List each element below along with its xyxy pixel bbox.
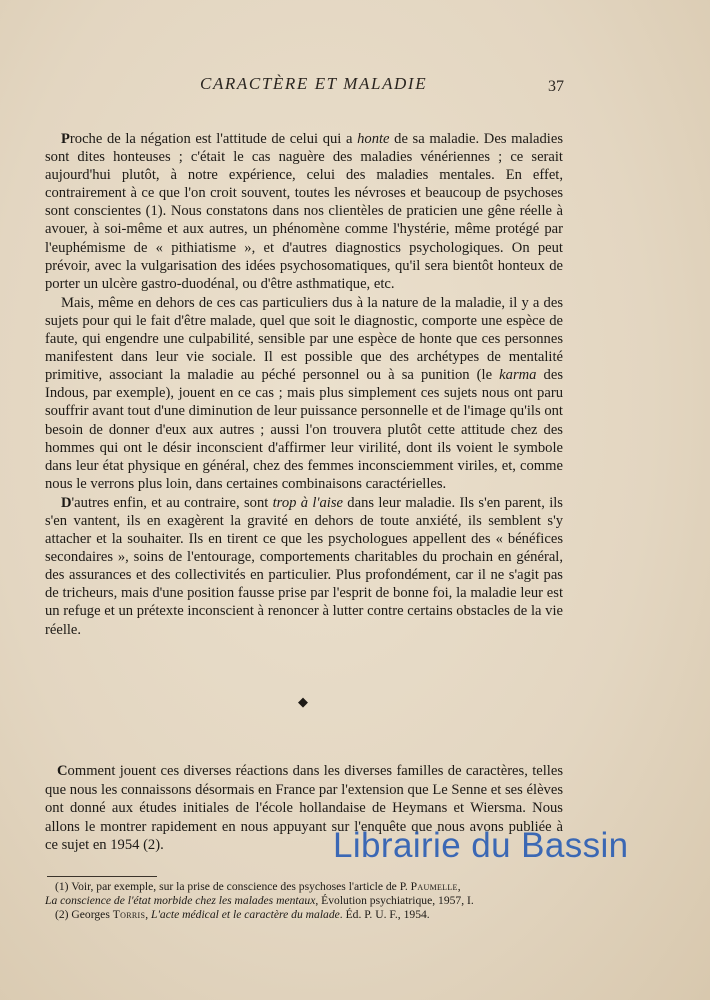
page-number: 37 [548, 78, 564, 95]
footnote-1 [45, 880, 563, 908]
drop-letter: C [57, 763, 68, 779]
emphasis: honte [357, 131, 390, 147]
footnotes [45, 880, 563, 923]
main-text [45, 130, 563, 639]
section-separator-icon: ◆ [298, 695, 308, 710]
drop-letter: D [61, 494, 72, 511]
watermark: Librairie du Bassin [333, 826, 629, 865]
paragraph-text: Mais, même en dehors de ces cas particuliers dus à la nature de la maladie, il y a des sujets pour qui le fait d'être malade, quel que soit le diagnostic, comporte une espèce de faute, qui engendre une culpabilité, sensible par une espèce de honte que ces personnes manifestent dans leur vie sociale. Il est possible que des archétypes de mentalité primitive, associant la maladie au péché personnel ou à sa punition (le [45, 294, 563, 384]
footnote-text: , [457, 880, 461, 893]
emphasis: trop à l'aise [272, 494, 343, 511]
running-head [0, 74, 710, 98]
footnote-author: Torris [112, 908, 146, 922]
footnote-title: L'acte médical et le caractère du malade [151, 908, 340, 922]
footnote-text: (1) Voir, par exemple, sur la prise de conscience des psychoses l'article de P. [55, 880, 411, 893]
drop-letter: P [61, 131, 70, 147]
footnote-2 [45, 908, 563, 922]
footnote-rule [47, 876, 157, 877]
paragraph-text: des Indous, par exemple), jouent en ce cas ; mais plus simplement ces sujets nous ont paru souffrir avant tout d'une diminution de leur puissance personnelle et de l'image qu'ils ont besoin de donner d'eux aux autres ; aussi l'on trouvera plutôt cette attitude chez des hommes qui ont le désir inconscient d'affirmer leur virilité, dont ils voient le symbole dans leur état physique en général, chez des femmes inconsciemment viriles, et, comme nous le verrons plus loin, dans certaines combinaisons caractérielles. [45, 367, 564, 492]
paragraph-text: 'autres enfin, et au contraire, sont [71, 494, 273, 511]
footnote-text: , [145, 908, 151, 922]
paragraph-text: dans leur maladie. Ils s'en parent, ils s'en vantent, ils en exagèrent la gravité en dehors de toute anxiété, ils semblent s'y attacher et la souhaiter. Ils en tirent ce que les psychologues appellent des « bénéfices secondaires », soins de l'entourage, comportements charitables du prochain en général, des assurances et des collectivités en particulier. Plus profondément, car il ne s'agit pas de tricheurs, mais d'une position fausse prise par l'esprit de bonne foi, la maladie leur est un refuge et un prétexte inconscient à renoncer à lutter contre certains obstacles de la vie réelle. [45, 494, 563, 638]
paragraph-guilt [45, 294, 563, 493]
footnote-text: (2) Georges [55, 908, 113, 922]
paragraph-shame [45, 130, 563, 293]
footnote-text: , Évolution psychiatrique, 1957, I. [315, 894, 474, 908]
footnote-title: La conscience de l'état morbide chez les malades mentaux [45, 894, 316, 908]
paragraph-comfort [45, 494, 563, 639]
footnote-author: Paumelle [410, 880, 458, 893]
emphasis: karma [499, 367, 537, 384]
paragraph-text: de sa maladie. Des maladies sont dites honteuses ; c'était le cas naguère des maladies vénériennes ; ce serait aujourd'hui plutôt, à notre expérience, celui des maladies mentales. En effet, contrairement à ce que l'on croit souvent, toutes les névroses et beaucoup de psychoses sont conscientes (1). Nous constatons dans nos clientèles de praticien une gêne réelle à avouer, à soi-même et aux autres, un phénomène comme l'hystérie, même protégé par l'euphémisme de « pithiatisme », et d'autres diagnostics psychologiques. On peut prévoir, avec la vulgarisation des idées psychosomatiques, qu'il sera bientôt honteux de porter un ulcère gastro-duodénal, ou d'être asthmatique, etc. [45, 131, 564, 292]
running-title: CARACTÈRE ET MALADIE [200, 74, 428, 93]
paragraph-text: roche de la négation est l'attitude de celui qui a [69, 131, 358, 147]
footnote-text: . Éd. P. U. F., 1954. [339, 908, 430, 922]
paragraph-text: omment jouent ces diverses réactions dans les diverses familles de caractères, telles que nous les connaissons désormais en France par l'extension que Le Senne et ses élèves ont donné aux études initiales de l'école hollandaise de Heymans et Wiersma. Nous allons le montrer rapidement en nous appuyant sur l'enquête que nous avons publiée à ce sujet en 1954 (2). [45, 763, 563, 854]
